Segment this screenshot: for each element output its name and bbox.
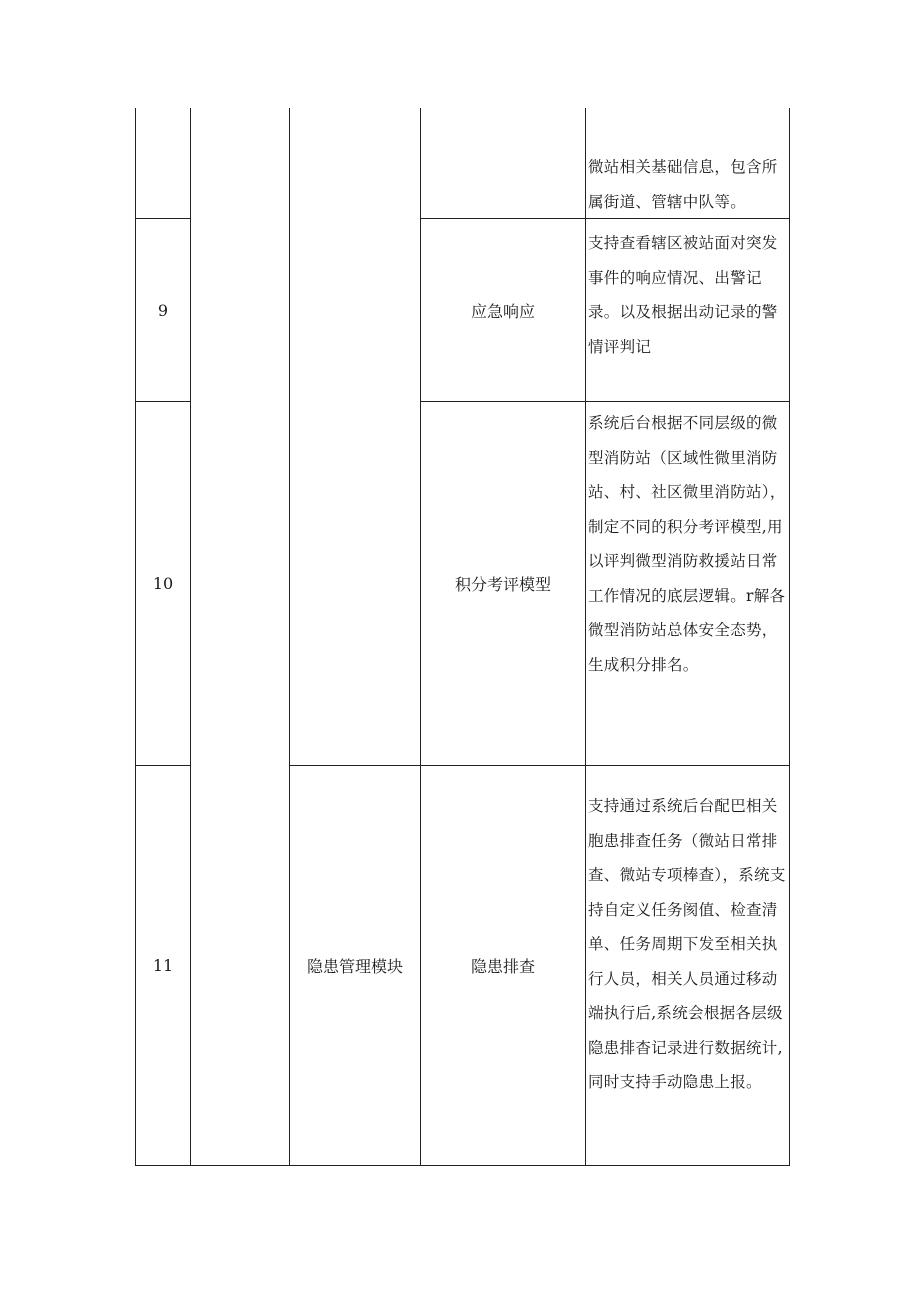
continued-description: 微站相关基础信息，包含所属街道、管辖中队等。 (588, 158, 778, 211)
column-divider-1 (190, 108, 191, 1166)
description-hazard-inspection: 支持通过系统后台配巴相关胞患排查任务（微站日常排查、微站专项棒查），系统支持自定义任务阂值、检查清单、任务周期下发至相关执行人员，相关人员通过移动端执行后,系统会根据各层级隐患排杳记录进行数据统计,同时支持手动隐患上报。 (588, 797, 786, 1091)
function-hazard-inspection: 隐患排查 (470, 957, 535, 976)
function-emergency-response: 应急响应 (470, 301, 535, 321)
row-number-9: 9 (157, 300, 169, 320)
row-number-10: 10 (152, 574, 174, 593)
column-divider-4 (585, 108, 586, 1166)
row-number-11: 11 (152, 956, 174, 975)
module-hazard-management: 隐患管理模块 (306, 957, 403, 976)
description-emergency-response: 支持查看辖区被站面对突发事件的响应情况、出警记录。以及根据出动记录的警情评判记 (588, 234, 778, 356)
table-border-bottom (135, 1165, 790, 1166)
function-points-evaluation-model: 积分考评模型 (454, 575, 551, 594)
table-border-right (789, 108, 790, 1166)
description-points-evaluation-model: 系统后台根据不同层级的微型消防站（区域性微里消防站、村、社区微里消防站），制定不同的积分考评模型,用以评判微型消防救援站日常工作情况的底层逻辑。r解各微型消防站总体安全态势，生成积分排名。 (588, 414, 786, 674)
